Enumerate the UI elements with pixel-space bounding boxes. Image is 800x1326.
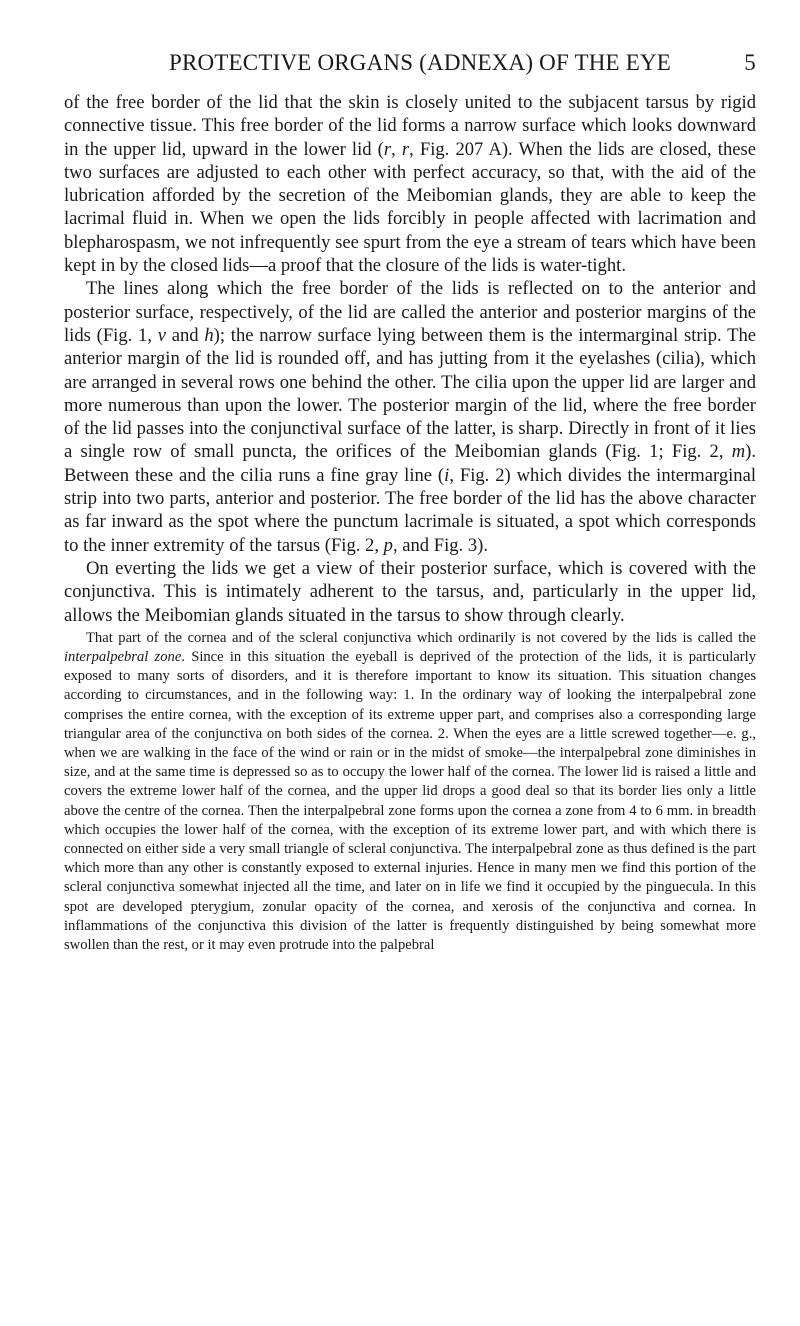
text-run: On everting the lids we get a view of their posterior surface, which is covered with the conjunctiva. This is intimately adherent to the tarsus, and, particularly in the upper lid, allows the Meibomian glands situated in the tarsus to show through clearly. xyxy=(64,557,756,626)
text-run: , and Fig. 3). xyxy=(392,534,488,556)
text-run: , Fig. 207 A). When the lids are closed, these two surfaces are adjusted to each other with perfect accuracy, so that, with the aid of the lubrication afforded by the secretion of the Meibomian glands, they are able to keep the lacrimal fluid in. When we open the lids forcibly in people affected with lacrimation and blepharospasm, we not infrequently see spurt from the eye a stream of tears which have been kept in by the closed lids—a proof that the closure of the lids is water-tight. xyxy=(64,138,757,277)
page-number: 5 xyxy=(744,50,756,75)
body-paragraph xyxy=(64,277,756,557)
italic-letter: v xyxy=(157,324,166,346)
text-run: That part of the cornea and of the scleral conjunctiva which ordinarily is not covered by the lids is called the xyxy=(86,629,756,646)
italic-letter: p xyxy=(383,534,393,556)
text-run: ). Between these and the cilia runs a fine gray line ( xyxy=(64,441,756,486)
text-run: , Fig. 2) which divides the intermarginal strip into two parts, anterior and posterior. The free border of the lid has the above character as far inward as the spot where the punctum lacrimale is situated, a spot which corresponds to the inner extremity of the tarsus (Fig. 2, xyxy=(64,464,757,556)
running-head-title: PROTECTIVE ORGANS (ADNEXA) OF THE EYE xyxy=(168,50,672,75)
text-run: . Since in this situation the eyeball is deprived of the protection of the lids, it is particularly exposed to many sorts of disorders, and it is therefore important to know its situation. This situation changes according to circumstances, and in the following way: 1. In the ordinary way of looking the interpalpebral zone comprises the entire cornea, with the exception of its extreme upper part, and comprises also a corresponding large triangular area of the conjunctiva on both sides of the cornea. 2. When the eyes are a little screwed together—e. g., when we are walking in the face of the wind or rain or in the midst of smoke—the interpalpebral zone diminishes in size, and at the same time is depressed so as to occupy the lower half of the cornea. The lower lid is raised a little and covers the extreme lower half of the cornea, and the upper lid drops a good deal so that its border lies only a little above the centre of the cornea. Then the interpalpebral zone forms upon the cornea a zone from 4 to 6 mm. in breadth which occupies the lower half of the cornea, with the exception of its extreme lower part, and with which there is connected on either side a very small triangle of scleral conjunctiva. The interpalpebral zone as thus defined is the part which more than any other is constantly exposed to external injuries. Hence in many men we find this portion of the scleral conjunctiva somewhat injected all the time, and later on in life we find it occupied by the pinguecula. In this spot are developed pterygium, zonular opacity of the cornea, and xerosis of the conjunctiva and cornea. In inflammations of the conjunctiva this division of the latter is frequently distinguished by being somewhat more swollen than the rest, or it may even protrude into the palpebral xyxy=(64,649,756,954)
body-paragraph xyxy=(64,557,756,627)
text-run: and xyxy=(166,324,205,346)
running-head xyxy=(64,50,756,90)
note-text xyxy=(64,629,756,955)
text-run: , xyxy=(391,138,402,160)
italic-letter: r xyxy=(401,138,410,160)
italic-letter: i xyxy=(444,464,450,486)
text-run: of the free border of the lid that the skin is closely united to the subjacent tarsus by rigid connective tissue. This free border of the lid forms a narrow surface which looks downward in the upper lid, upward in the lower lid ( xyxy=(64,92,756,160)
italic-letter: h xyxy=(204,324,214,346)
italic-letter: interpalpebral zone xyxy=(64,649,182,666)
document-page xyxy=(64,50,756,955)
text-run: ); the narrow surface lying between them is the intermarginal strip. The anterior margin of the lid is rounded off, and has jutting from it the eyelashes (cilia), which are arranged in several rows one behind the other. The cilia upon the upper lid are larger and more numerous than upon the lower. The posterior margin of the lid, where the free border of the lid passes into the conjunctival surface of the latter, is sharp. Directly in front of it lies a single row of small puncta, the orifices of the Meibomian glands (Fig. 1; Fig. 2, xyxy=(64,324,756,463)
italic-letter: m xyxy=(731,441,746,463)
body-paragraph xyxy=(64,91,756,277)
main-text xyxy=(64,91,756,627)
italic-letter: r xyxy=(383,138,392,160)
note-paragraph xyxy=(64,629,756,955)
text-run: The lines along which the free border of the lids is reflected on to the anterior and posterior surface, respectively, of the lid are called the anterior and posterior margins of the lids (Fig. 1, xyxy=(64,278,756,346)
